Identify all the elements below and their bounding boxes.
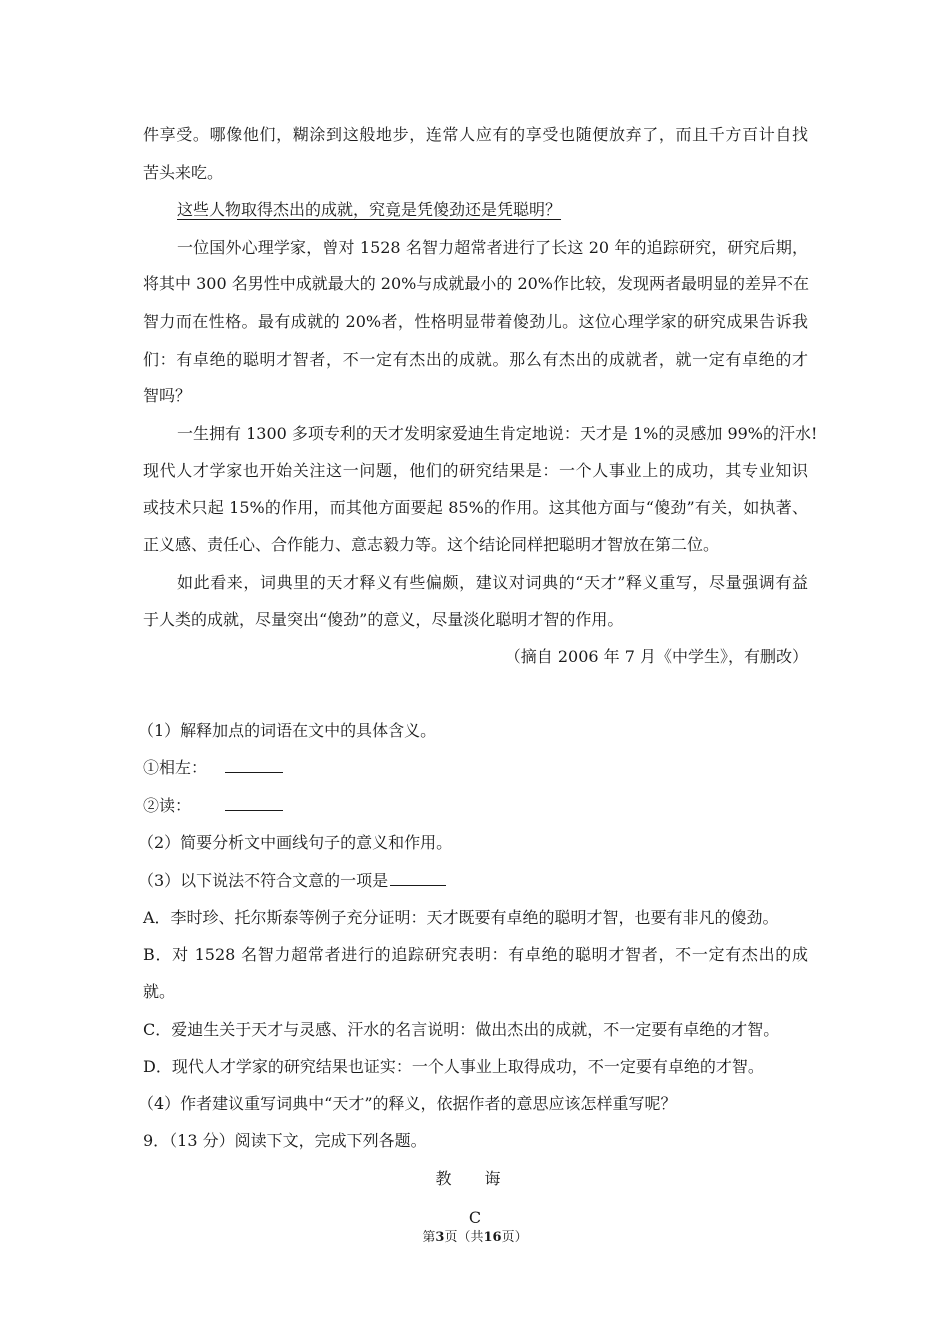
underlined-sentence-row [177,200,808,220]
paragraph-line: 现代人才学家也开始关注这一问题，他们的研究结果是：一个人事业上的成功，其专业知识 [143,461,808,480]
section-title: 教 诲 [435,1169,515,1188]
paragraph-line: 智力而在性格。最有成就的 20%者，性格明显带着傻劲儿。这位心理学家的研究成果告诉我 [143,312,808,331]
paragraph-line: 一位国外心理学家，曾对 1528 名智力超常者进行了长这 20 年的追踪研究，研究后期， [177,238,808,257]
paragraph-line: 于人类的成就，尽量突出“傻劲”的意义，尽量淡化聪明才智的作用。 [143,610,624,629]
question-2: （2）简要分析文中画线句子的意义和作用。 [138,833,453,852]
stray-letter: C [468,1208,482,1227]
paragraph-line: 们：有卓绝的聪明才智者，不一定有杰出的成就。那么有杰出的成就者，就一定有卓绝的才 [143,350,808,369]
question-1a-label: ①相左： [143,758,208,777]
footer-mid: 页（共 [444,1230,484,1245]
footer-page-number: 3 [435,1230,445,1245]
question-1: （1）解释加点的词语在文中的具体含义。 [138,721,437,740]
paragraph-line: 如此看来，词典里的天才释义有些偏颇，建议对词典的“天才”释义重写，尽量强调有益 [177,573,808,592]
paragraph-line: 正义感、责任心、合作能力、意志毅力等。这个结论同样把聪明才智放在第二位。 [143,535,720,554]
paragraph-line: 智吗？ [143,386,192,405]
question-1b-row [143,796,808,816]
option-a: A．李时珍、托尔斯泰等例子充分证明：天才既要有卓绝的聪明才智，也要有非凡的傻劲。 [143,908,779,927]
option-b: B．对 1528 名智力超常者进行的追踪研究表明：有卓绝的聪明才智者，不一定有杰出的成 [143,945,808,964]
question-1b-label: ②读： [143,796,192,815]
underlined-sentence: 这些人物取得杰出的成就，究竟是凭傻劲还是凭聪明？ [177,200,562,219]
footer-total-pages: 16 [483,1230,502,1245]
option-b-continuation: 就。 [143,982,176,1001]
question-3-row [138,871,803,891]
source-citation: （摘自 2006 年 7 月《中学生》，有删改） [504,647,808,666]
option-d: D．现代人才学家的研究结果也证实：一个人事业上取得成功，不一定要有卓绝的才智。 [143,1057,764,1076]
question-4: （4）作者建议重写词典中“天才”的释义，依据作者的意思应该怎样重写呢？ [138,1094,677,1113]
question-1a-row [143,758,808,778]
paragraph-line: 或技术只起 15%的作用，而其他方面要起 85%的作用。这其他方面与“傻劲”有关，如执著、 [143,498,808,517]
answer-blank[interactable] [390,871,446,886]
footer-suffix: 页） [501,1230,528,1245]
page-footer [0,1228,950,1248]
paragraph-line: 苦头来吃。 [143,163,224,182]
paragraph-line: 件享受。哪像他们，糊涂到这般地步，连常人应有的享受也随便放弃了，而且千方百计自找 [143,125,808,144]
question-3: （3）以下说法不符合文意的一项是 [138,871,389,890]
paragraph-line: 一生拥有 1300 多项专利的天才发明家爱迪生肯定地说：天才是 1%的灵感加 99%的汗水! [177,424,818,443]
answer-blank[interactable] [225,796,283,811]
answer-blank[interactable] [225,758,283,773]
paragraph-line: 将其中 300 名男性中成就最大的 20%与成就最小的 20%作比较，发现两者最明显的差异不在 [143,274,810,293]
question-9: 9．（13 分）阅读下文，完成下列各题。 [143,1131,427,1150]
option-c: C．爱迪生关于天才与灵感、汗水的名言说明：做出杰出的成就，不一定要有卓绝的才智。 [143,1020,780,1039]
footer-prefix: 第 [422,1230,436,1245]
